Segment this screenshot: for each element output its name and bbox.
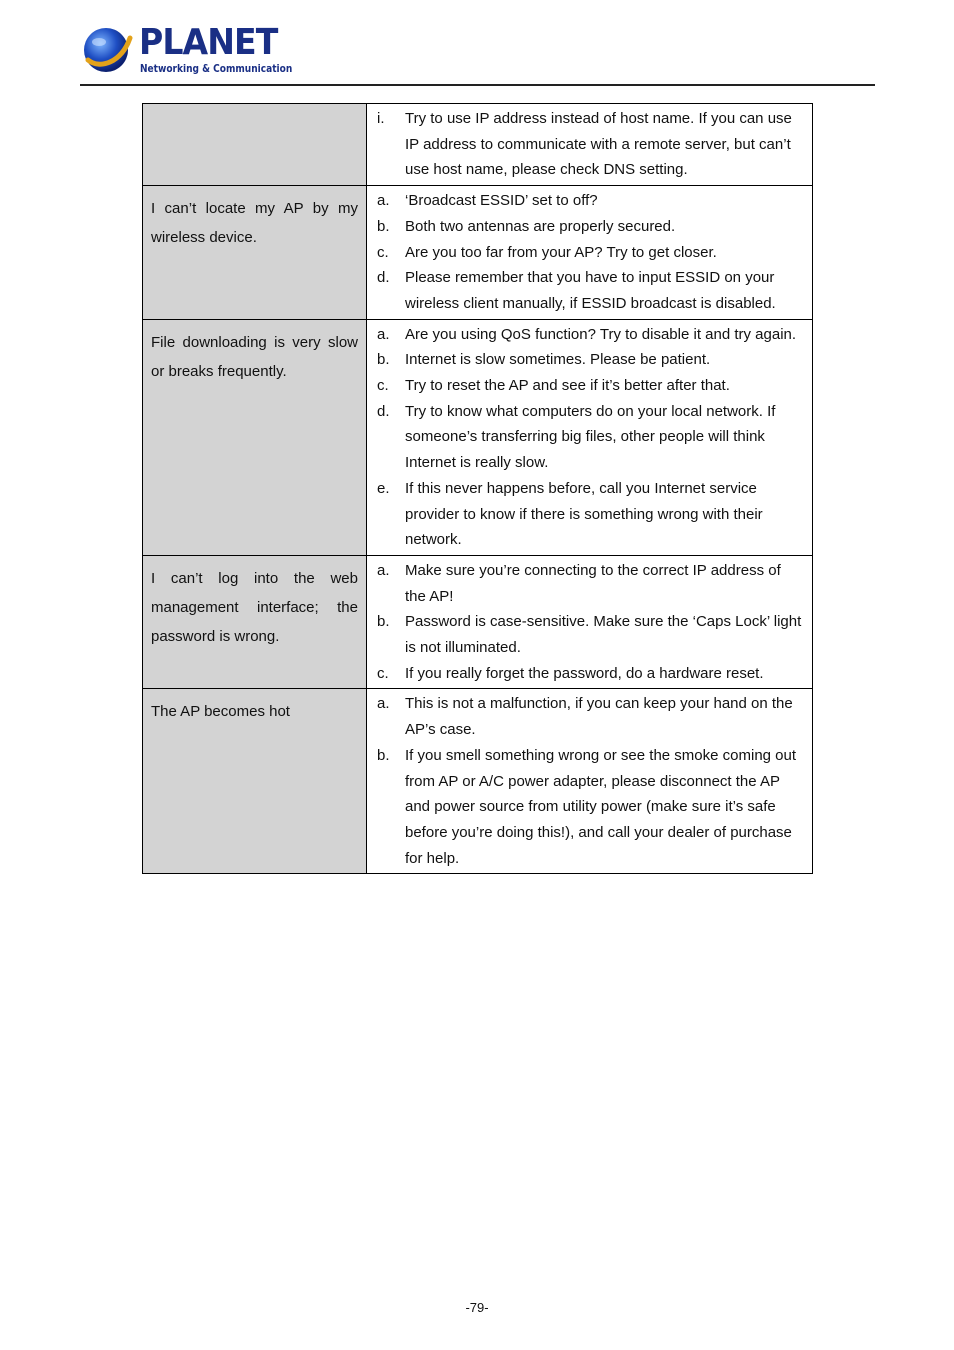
list-marker: b. xyxy=(377,217,390,235)
table-row xyxy=(143,689,813,874)
solution-text: Internet is slow sometimes. Please be patient. xyxy=(405,351,711,369)
list-marker: b. xyxy=(377,746,390,764)
list-item xyxy=(375,691,804,742)
problem-cell: File downloading is very slow or breaks frequently. xyxy=(143,319,367,555)
problem-cell: I can’t locate my AP by my wireless device. xyxy=(143,186,367,320)
list-item xyxy=(375,322,804,348)
list-marker: c. xyxy=(377,243,389,261)
list-marker: b. xyxy=(377,613,390,631)
globe-icon xyxy=(82,24,134,76)
list-item xyxy=(375,214,804,240)
solution-cell xyxy=(367,104,813,186)
page-number: -79- xyxy=(465,1300,489,1315)
problem-cell: The AP becomes hot xyxy=(143,689,367,874)
page-header xyxy=(80,20,875,86)
solution-text: Try to use IP address instead of host name. If you can use IP address to communicate with a remote server, but can’t use host name, please check DNS setting. xyxy=(405,110,792,179)
solution-text: If you smell something wrong or see the smoke coming out from AP or A/C power adapter, please disconnect the AP and power source from utility power (make sure it’s safe before you’re doing this!), and call your dealer of purchase for help. xyxy=(405,746,797,867)
list-item xyxy=(375,558,804,609)
solution-text: Are you using QoS function? Try to disable it and try again. xyxy=(405,325,797,343)
problem-cell: I can’t log into the web management interface; the password is wrong. xyxy=(143,555,367,689)
list-marker: i. xyxy=(377,110,385,127)
brand-tagline: Networking & Communication xyxy=(140,63,293,75)
list-marker: d. xyxy=(377,402,390,420)
list-item xyxy=(375,347,804,373)
list-marker: a. xyxy=(377,561,390,579)
list-item xyxy=(375,265,804,316)
list-marker: b. xyxy=(377,351,390,369)
list-marker: e. xyxy=(377,479,390,497)
list-item xyxy=(375,609,804,660)
solution-text: If you really forget the password, do a hardware reset. xyxy=(405,664,764,682)
solution-text: Password is case-sensitive. Make sure the ‘Caps Lock’ light is not illuminated. xyxy=(405,613,802,657)
table-row xyxy=(143,104,813,186)
solution-cell xyxy=(367,689,813,874)
solution-text: ‘Broadcast ESSID’ set to off? xyxy=(405,192,598,210)
solution-cell xyxy=(367,319,813,555)
table-row xyxy=(143,319,813,555)
table-row xyxy=(143,186,813,320)
solution-cell xyxy=(367,186,813,320)
list-marker: d. xyxy=(377,269,390,287)
list-item xyxy=(375,240,804,266)
list-marker: a. xyxy=(377,695,390,713)
solution-text: If this never happens before, call you Internet service provider to know if there is something wrong with their network. xyxy=(405,479,763,549)
list-item xyxy=(375,476,804,553)
list-item xyxy=(375,743,804,872)
list-marker: a. xyxy=(377,325,390,343)
list-marker: a. xyxy=(377,192,390,210)
solution-text: Make sure you’re connecting to the correct IP address of the AP! xyxy=(405,561,781,605)
solution-text: Please remember that you have to input ESSID on your wireless client manually, if ESSID broadcast is disabled. xyxy=(405,269,776,312)
problem-cell xyxy=(143,104,367,186)
list-item xyxy=(375,106,804,183)
solution-text: Are you too far from your AP? Try to get closer. xyxy=(405,243,717,261)
list-item xyxy=(375,399,804,476)
solution-text: Both two antennas are properly secured. xyxy=(405,217,676,235)
table-row xyxy=(143,555,813,689)
planet-logo xyxy=(82,22,293,80)
solution-text: Try to know what computers do on your local network. If someone’s transferring big files, other people will think Internet is really slow. xyxy=(405,402,776,472)
list-item xyxy=(375,661,804,687)
list-item xyxy=(375,373,804,399)
troubleshooting-table xyxy=(142,103,813,874)
list-marker: c. xyxy=(377,377,389,395)
list-marker: c. xyxy=(377,664,389,682)
list-item xyxy=(375,188,804,214)
solution-cell xyxy=(367,555,813,689)
solution-text: This is not a malfunction, if you can keep your hand on the AP’s case. xyxy=(405,695,793,739)
solution-text: Try to reset the AP and see if it’s better after that. xyxy=(405,377,730,395)
brand-name: PLANET xyxy=(139,22,278,63)
